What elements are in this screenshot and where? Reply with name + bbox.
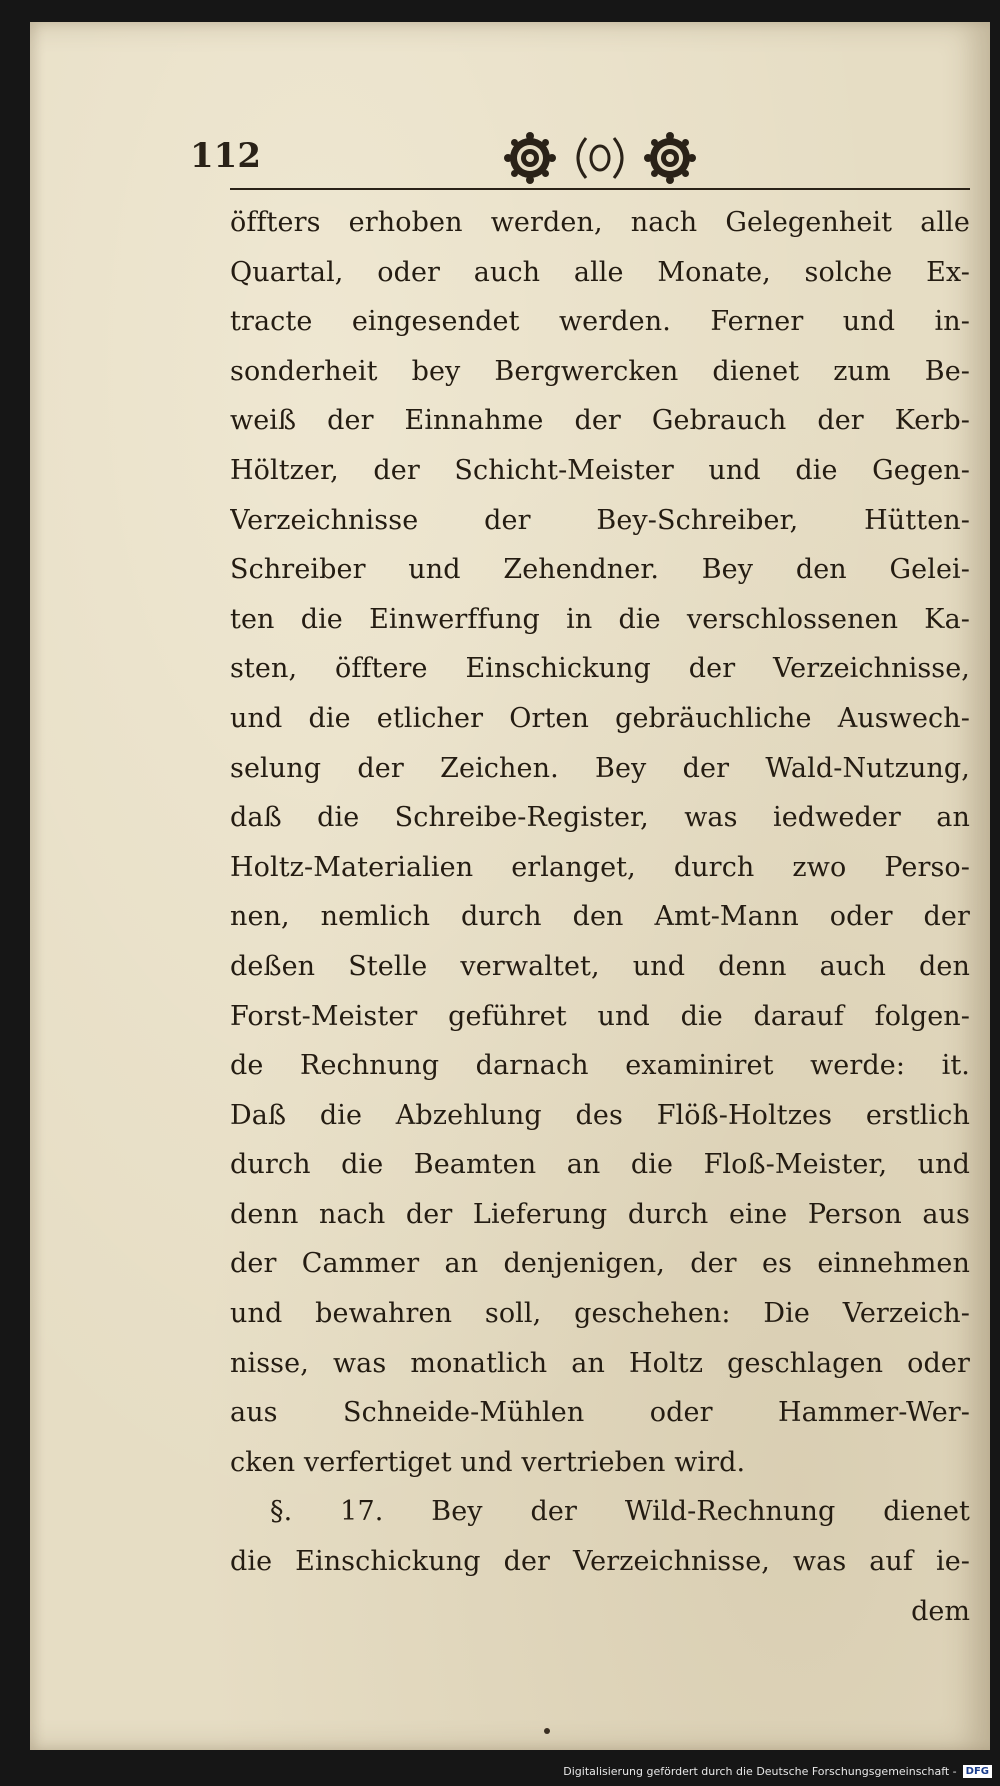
header-rule — [230, 188, 970, 190]
text-line: Forst-Meister geführet und die darauf folgen- — [230, 1000, 970, 1032]
text-line: Daß die Abzehlung des Flöß-Holtzes erstlich — [230, 1099, 970, 1131]
text-line: öffters erhoben werden, nach Gelegenheit alle — [230, 207, 970, 238]
text-line: weiß der Einnahme der Gebrauch der Kerb- — [230, 405, 970, 437]
ornament-rosettes-icon — [490, 130, 710, 186]
text-line: Holtz-Materialien erlanget, durch zwo Perso- — [230, 851, 970, 883]
rosette-left-icon — [504, 132, 556, 184]
page-number: 112 — [190, 136, 261, 176]
text-line: aus Schneide-Mühlen oder Hammer-Wer- — [230, 1397, 970, 1429]
text-line: sonderheit bey Bergwercken dienet zum Be- — [230, 355, 970, 387]
text-line: sten, öfftere Einschickung der Verzeichnisse, — [230, 653, 970, 685]
text-line: Schreiber und Zehendner. Bey den Gelei- — [230, 554, 970, 586]
catchword: dem — [911, 1595, 970, 1627]
text-line: nen, nemlich durch den Amt-Mann oder der — [230, 901, 970, 933]
body-text — [230, 198, 970, 1636]
text-line: und die etlicher Orten gebräuchliche Auswech- — [230, 702, 970, 734]
dfg-logo: DFG — [963, 1765, 992, 1778]
text-line: daß die Schreibe-Register, was iedweder an — [230, 802, 970, 834]
text-line: nisse, was monatlich an Holtz geschlagen oder — [230, 1347, 970, 1379]
text-line: tracte eingesendet werden. Ferner und in- — [230, 306, 970, 338]
text-line: selung der Zeichen. Bey der Wald-Nutzung, — [230, 752, 970, 784]
text-line: Höltzer, der Schicht-Meister und die Gegen- — [230, 454, 970, 486]
digitization-credit — [563, 1760, 992, 1782]
ink-dot — [544, 1728, 550, 1734]
book-page — [30, 22, 990, 1750]
text-line: deßen Stelle verwaltet, und denn auch den — [230, 950, 970, 982]
text-line: de Rechnung darnach examiniret werde: it. — [230, 1050, 970, 1082]
text-line: die Einschickung der Verzeichnisse, was auf ie- — [230, 1546, 970, 1578]
text-line: ten die Einwerffung in die verschlossenen Ka- — [230, 603, 970, 635]
text-line: cken verfertiget und vertrieben wird. — [230, 1446, 746, 1478]
text-line: der Cammer an denjenigen, der es einnehmen — [230, 1248, 970, 1280]
credit-text: Digitalisierung gefördert durch die Deutsche Forschungsgemeinschaft - — [563, 1764, 957, 1778]
text-line: Verzeichnisse der Bey-Schreiber, Hütten- — [230, 504, 970, 536]
page-header — [190, 130, 970, 190]
text-line: denn nach der Lieferung durch eine Person aus — [230, 1198, 970, 1230]
section-heading-line: §. 17. Bey der Wild-Rechnung dienet — [270, 1496, 970, 1528]
text-line: Quartal, oder auch alle Monate, solche Ex- — [230, 256, 970, 288]
rosette-right-icon — [644, 132, 696, 184]
center-bracket-icon — [578, 138, 622, 178]
text-line: und bewahren soll, geschehen: Die Verzeich- — [230, 1298, 970, 1330]
text-line: durch die Beamten an die Floß-Meister, und — [230, 1149, 970, 1181]
